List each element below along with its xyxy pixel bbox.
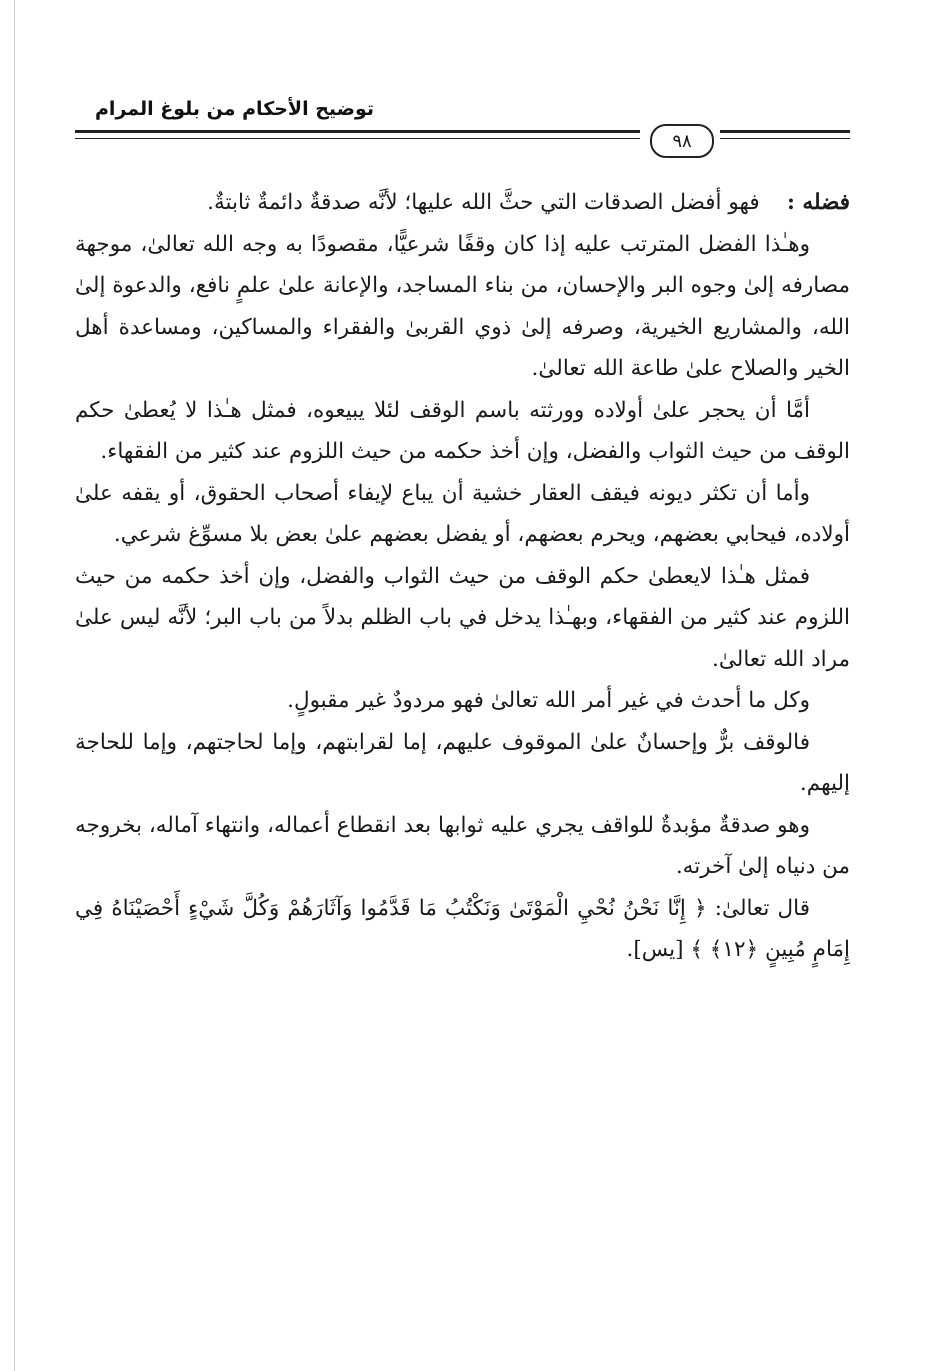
header-rule-thick-left (75, 130, 640, 133)
paragraph-4: وأما أن تكثر ديونه فيقف العقار خشية أن يباع لإيفاء أصحاب الحقوق، أو يقفه علىٰ أولاده، فيحابي بعضهم، ويحرم بعضهم، أو يفضل بعضهم علىٰ بعض بلا مسوِّغ شرعي. (75, 480, 850, 547)
paragraph-8: وهو صدقةٌ مؤبدةٌ للواقف يجري عليه ثوابها بعد انقطاع أعماله، وانتهاء آماله، بخروجه من دنياه إلىٰ آخرته. (75, 812, 850, 879)
page-body (75, 182, 850, 971)
page-edge-line (14, 0, 15, 1371)
header-rule-thick-right (720, 130, 850, 133)
paragraph-3: أمَّا أن يحجر علىٰ أولاده وورثته باسم الوقف لئلا يبيعوه، فمثل هـٰذا لا يُعطىٰ حكم الوقف من حيث الثواب والفضل، وإن أخذ حكمه من حيث اللزوم عند كثير من الفقهاء. (75, 397, 850, 464)
paragraph-5: فمثل هـٰذا لايعطىٰ حكم الوقف من حيث الثواب والفضل، وإن أخذ حكمه من حيث اللزوم عند كثير من الفقهاء، وبهـٰذا يدخل في باب الظلم بدلاً من باب البر؛ لأنَّه ليس علىٰ مراد الله تعالىٰ. (75, 563, 850, 672)
paragraph-text: فهو أفضل الصدقات التي حثَّ الله عليها؛ لأنَّه صدقةٌ دائمةٌ ثابتةٌ. (207, 190, 760, 215)
page-header (75, 98, 850, 158)
paragraph-1 (75, 182, 850, 224)
header-rule-thin-left (75, 138, 640, 139)
verse-intro: قال تعالىٰ: (714, 895, 811, 921)
page-number: ٩٨ (650, 124, 714, 158)
section-lead: فضله : (787, 190, 850, 215)
header-rule-thin-right (720, 138, 850, 139)
verse-reference: [يس]. (626, 937, 684, 962)
paragraph-7: فالوقف برٌّ وإحسانٌ علىٰ الموقوف عليهم، إما لقرابتهم، وإما لحاجتهم، وإما للحاجة إليهم. (75, 729, 850, 796)
paragraph-2: وهـٰذا الفضل المترتب عليه إذا كان وقفًا شرعيًّا، مقصودًا به وجه الله تعالىٰ، موجهة مصارفه إلىٰ وجوه البر والإحسان، من بناء المساجد، والإعانة علىٰ علمٍ نافع، والدعوة إلىٰ الله، والمشاريع الخيرية، وصرفه إلىٰ ذوي القربىٰ والفقراء والمساكين، ومساعدة أهل الخير والصلاح علىٰ طاعة الله تعالىٰ. (75, 231, 850, 381)
quran-verse (75, 888, 850, 971)
paragraph-6: وكل ما أحدث في غير أمر الله تعالىٰ فهو مردودٌ غير مقبولٍ. (287, 688, 810, 713)
verse-text: ﴿ إِنَّا نَحْنُ نُحْيِ الْمَوْتَىٰ وَنَكْتُبُ مَا قَدَّمُوا وَآثَارَهُمْ وَكُلَّ شَيْءٍ أَحْصَيْنَاهُ فِي إِمَامٍ مُبِينٍ ﴿١٢﴾ ﴾ (75, 895, 850, 962)
book-title: توضيح الأحكام من بلوغ المرام (95, 98, 375, 120)
